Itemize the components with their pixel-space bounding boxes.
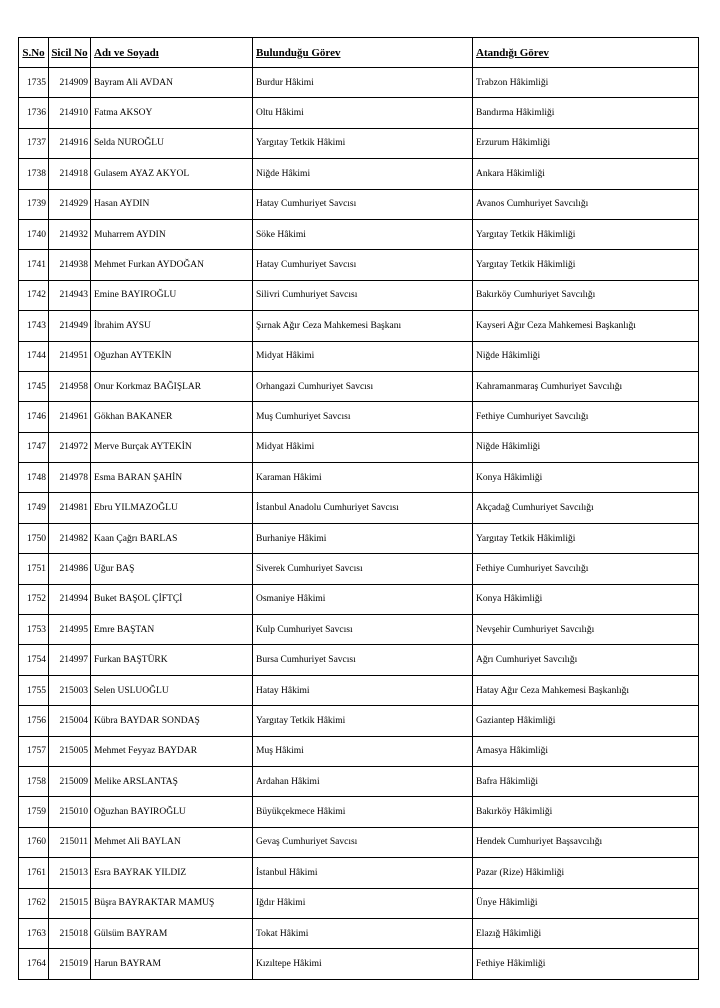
table-row (19, 827, 699, 857)
cell-name: Mehmet Feyyaz BAYDAR (91, 736, 253, 766)
cell-assigned-post: Bandırma Hâkimliği (473, 98, 699, 128)
cell-current-post: Hatay Cumhuriyet Savcısı (253, 189, 473, 219)
cell-sicil-no: 214951 (49, 341, 91, 371)
cell-sicil-no: 214978 (49, 463, 91, 493)
table-row (19, 219, 699, 249)
cell-assigned-post: Nevşehir Cumhuriyet Savcılığı (473, 615, 699, 645)
cell-sno: 1753 (19, 615, 49, 645)
cell-sicil-no: 214997 (49, 645, 91, 675)
cell-sicil-no: 214918 (49, 159, 91, 189)
cell-assigned-post: Niğde Hâkimliği (473, 341, 699, 371)
cell-current-post: Siverek Cumhuriyet Savcısı (253, 554, 473, 584)
table-row (19, 554, 699, 584)
cell-sno: 1759 (19, 797, 49, 827)
table-row (19, 523, 699, 553)
cell-current-post: Midyat Hâkimi (253, 341, 473, 371)
header-assigned-post: Atandığı Görev (473, 38, 699, 68)
cell-assigned-post: Ankara Hâkimliği (473, 159, 699, 189)
cell-name: Kübra BAYDAR SONDAŞ (91, 706, 253, 736)
cell-name: Furkan BAŞTÜRK (91, 645, 253, 675)
cell-sicil-no: 214929 (49, 189, 91, 219)
table-row (19, 797, 699, 827)
cell-name: Mehmet Furkan AYDOĞAN (91, 250, 253, 280)
cell-name: Merve Burçak AYTEKİN (91, 432, 253, 462)
cell-sno: 1735 (19, 68, 49, 98)
table-row (19, 128, 699, 158)
cell-name: Harun BAYRAM (91, 949, 253, 979)
cell-sno: 1738 (19, 159, 49, 189)
cell-assigned-post: Niğde Hâkimliği (473, 432, 699, 462)
cell-assigned-post: Ünye Hâkimliği (473, 888, 699, 918)
cell-sno: 1739 (19, 189, 49, 219)
cell-sicil-no: 214932 (49, 219, 91, 249)
cell-sicil-no: 215005 (49, 736, 91, 766)
cell-name: Buket BAŞOL ÇİFTÇİ (91, 584, 253, 614)
cell-assigned-post: Kayseri Ağır Ceza Mahkemesi Başkanlığı (473, 311, 699, 341)
cell-sno: 1743 (19, 311, 49, 341)
table-row (19, 584, 699, 614)
table-row (19, 189, 699, 219)
cell-name: Esra BAYRAK YILDIZ (91, 858, 253, 888)
cell-current-post: Burhaniye Hâkimi (253, 523, 473, 553)
cell-sicil-no: 214982 (49, 523, 91, 553)
cell-current-post: Karaman Hâkimi (253, 463, 473, 493)
cell-sicil-no: 214949 (49, 311, 91, 341)
cell-assigned-post: Hatay Ağır Ceza Mahkemesi Başkanlığı (473, 675, 699, 705)
cell-sno: 1761 (19, 858, 49, 888)
table-header-row (19, 38, 699, 68)
cell-sno: 1744 (19, 341, 49, 371)
cell-name: Selen USLUOĞLU (91, 675, 253, 705)
table-row (19, 645, 699, 675)
table-row (19, 311, 699, 341)
table-row (19, 858, 699, 888)
cell-name: Emre BAŞTAN (91, 615, 253, 645)
cell-current-post: Orhangazi Cumhuriyet Savcısı (253, 371, 473, 401)
cell-sicil-no: 215018 (49, 918, 91, 948)
cell-current-post: Şırnak Ağır Ceza Mahkemesi Başkanı (253, 311, 473, 341)
cell-current-post: Kulp Cumhuriyet Savcısı (253, 615, 473, 645)
cell-current-post: Muş Cumhuriyet Savcısı (253, 402, 473, 432)
cell-sicil-no: 215009 (49, 766, 91, 796)
table-row (19, 949, 699, 979)
cell-current-post: Oltu Hâkimi (253, 98, 473, 128)
cell-sicil-no: 214909 (49, 68, 91, 98)
cell-name: Uğur BAŞ (91, 554, 253, 584)
cell-sno: 1757 (19, 736, 49, 766)
table-row (19, 888, 699, 918)
cell-sno: 1740 (19, 219, 49, 249)
cell-sicil-no: 214994 (49, 584, 91, 614)
cell-sicil-no: 215004 (49, 706, 91, 736)
cell-current-post: Hatay Hâkimi (253, 675, 473, 705)
cell-sno: 1762 (19, 888, 49, 918)
cell-current-post: Silivri Cumhuriyet Savcısı (253, 280, 473, 310)
cell-sicil-no: 215019 (49, 949, 91, 979)
cell-sicil-no: 214972 (49, 432, 91, 462)
cell-sicil-no: 214910 (49, 98, 91, 128)
header-sicil-no: Sicil No (49, 38, 91, 68)
appointment-list-document (18, 37, 698, 980)
table-row (19, 918, 699, 948)
table-row (19, 250, 699, 280)
cell-assigned-post: Yargıtay Tetkik Hâkimliği (473, 219, 699, 249)
cell-assigned-post: Pazar (Rize) Hâkimliği (473, 858, 699, 888)
cell-sno: 1748 (19, 463, 49, 493)
table-body (19, 68, 699, 980)
cell-assigned-post: Trabzon Hâkimliği (473, 68, 699, 98)
table-row (19, 675, 699, 705)
cell-assigned-post: Konya Hâkimliği (473, 463, 699, 493)
cell-assigned-post: Bafra Hâkimliği (473, 766, 699, 796)
cell-sno: 1749 (19, 493, 49, 523)
table-row (19, 402, 699, 432)
cell-sicil-no: 214938 (49, 250, 91, 280)
cell-current-post: Muş Hâkimi (253, 736, 473, 766)
cell-sno: 1756 (19, 706, 49, 736)
cell-current-post: Hatay Cumhuriyet Savcısı (253, 250, 473, 280)
table-row (19, 280, 699, 310)
cell-current-post: Kızıltepe Hâkimi (253, 949, 473, 979)
table-row (19, 159, 699, 189)
cell-sno: 1736 (19, 98, 49, 128)
cell-name: Hasan AYDIN (91, 189, 253, 219)
cell-assigned-post: Ağrı Cumhuriyet Savcılığı (473, 645, 699, 675)
cell-name: Kaan Çağrı BARLAS (91, 523, 253, 553)
cell-current-post: Söke Hâkimi (253, 219, 473, 249)
cell-name: Ebru YILMAZOĞLU (91, 493, 253, 523)
cell-assigned-post: Amasya Hâkimliği (473, 736, 699, 766)
cell-current-post: Tokat Hâkimi (253, 918, 473, 948)
cell-current-post: Büyükçekmece Hâkimi (253, 797, 473, 827)
cell-current-post: İstanbul Hâkimi (253, 858, 473, 888)
cell-sno: 1752 (19, 584, 49, 614)
cell-assigned-post: Konya Hâkimliği (473, 584, 699, 614)
table-row (19, 766, 699, 796)
table-row (19, 706, 699, 736)
cell-sno: 1742 (19, 280, 49, 310)
cell-assigned-post: Fethiye Cumhuriyet Savcılığı (473, 554, 699, 584)
table-row (19, 341, 699, 371)
cell-sicil-no: 215011 (49, 827, 91, 857)
cell-current-post: Bursa Cumhuriyet Savcısı (253, 645, 473, 675)
cell-sicil-no: 215013 (49, 858, 91, 888)
cell-name: Selda NUROĞLU (91, 128, 253, 158)
cell-assigned-post: Kahramanmaraş Cumhuriyet Savcılığı (473, 371, 699, 401)
cell-current-post: Niğde Hâkimi (253, 159, 473, 189)
cell-assigned-post: Bakırköy Hâkimliği (473, 797, 699, 827)
cell-sno: 1750 (19, 523, 49, 553)
cell-name: Oğuzhan AYTEKİN (91, 341, 253, 371)
cell-sno: 1758 (19, 766, 49, 796)
cell-assigned-post: Elazığ Hâkimliği (473, 918, 699, 948)
header-name: Adı ve Soyadı (91, 38, 253, 68)
table-row (19, 371, 699, 401)
cell-name: Oğuzhan BAYIROĞLU (91, 797, 253, 827)
cell-sicil-no: 214943 (49, 280, 91, 310)
cell-sicil-no: 214916 (49, 128, 91, 158)
cell-name: Gökhan BAKANER (91, 402, 253, 432)
cell-name: Mehmet Ali BAYLAN (91, 827, 253, 857)
cell-sno: 1741 (19, 250, 49, 280)
table-row (19, 463, 699, 493)
cell-sno: 1755 (19, 675, 49, 705)
table-row (19, 68, 699, 98)
cell-assigned-post: Avanos Cumhuriyet Savcılığı (473, 189, 699, 219)
cell-sno: 1746 (19, 402, 49, 432)
cell-assigned-post: Bakırköy Cumhuriyet Savcılığı (473, 280, 699, 310)
cell-assigned-post: Yargıtay Tetkik Hâkimliği (473, 250, 699, 280)
cell-sicil-no: 214981 (49, 493, 91, 523)
cell-sicil-no: 214958 (49, 371, 91, 401)
cell-assigned-post: Akçadağ Cumhuriyet Savcılığı (473, 493, 699, 523)
table-row (19, 98, 699, 128)
cell-sicil-no: 215003 (49, 675, 91, 705)
cell-name: Muharrem AYDIN (91, 219, 253, 249)
cell-sicil-no: 215015 (49, 888, 91, 918)
cell-current-post: Midyat Hâkimi (253, 432, 473, 462)
cell-sno: 1737 (19, 128, 49, 158)
cell-assigned-post: Hendek Cumhuriyet Başsavcılığı (473, 827, 699, 857)
header-sno: S.No (19, 38, 49, 68)
cell-name: Gulasem AYAZ AKYOL (91, 159, 253, 189)
cell-sno: 1763 (19, 918, 49, 948)
cell-assigned-post: Erzurum Hâkimliği (473, 128, 699, 158)
cell-assigned-post: Gaziantep Hâkimliği (473, 706, 699, 736)
cell-sicil-no: 215010 (49, 797, 91, 827)
cell-name: Esma BARAN ŞAHİN (91, 463, 253, 493)
cell-current-post: Burdur Hâkimi (253, 68, 473, 98)
cell-sno: 1764 (19, 949, 49, 979)
cell-current-post: Osmaniye Hâkimi (253, 584, 473, 614)
cell-current-post: Ardahan Hâkimi (253, 766, 473, 796)
cell-current-post: Gevaş Cumhuriyet Savcısı (253, 827, 473, 857)
cell-sno: 1760 (19, 827, 49, 857)
cell-name: Onur Korkmaz BAĞIŞLAR (91, 371, 253, 401)
cell-name: Gülsüm BAYRAM (91, 918, 253, 948)
cell-sno: 1754 (19, 645, 49, 675)
cell-current-post: Yargıtay Tetkik Hâkimi (253, 128, 473, 158)
cell-sno: 1745 (19, 371, 49, 401)
cell-assigned-post: Yargıtay Tetkik Hâkimliği (473, 523, 699, 553)
cell-name: Bayram Ali AVDAN (91, 68, 253, 98)
cell-assigned-post: Fethiye Hâkimliği (473, 949, 699, 979)
cell-sicil-no: 214995 (49, 615, 91, 645)
table-row (19, 432, 699, 462)
table-row (19, 615, 699, 645)
cell-current-post: Yargıtay Tetkik Hâkimi (253, 706, 473, 736)
appointment-table (18, 37, 699, 980)
cell-current-post: Iğdır Hâkimi (253, 888, 473, 918)
cell-name: Fatma AKSOY (91, 98, 253, 128)
cell-sicil-no: 214961 (49, 402, 91, 432)
cell-name: Melike ARSLANTAŞ (91, 766, 253, 796)
cell-sicil-no: 214986 (49, 554, 91, 584)
cell-sno: 1747 (19, 432, 49, 462)
cell-name: Büşra BAYRAKTAR MAMUŞ (91, 888, 253, 918)
table-row (19, 736, 699, 766)
cell-assigned-post: Fethiye Cumhuriyet Savcılığı (473, 402, 699, 432)
cell-sno: 1751 (19, 554, 49, 584)
cell-current-post: İstanbul Anadolu Cumhuriyet Savcısı (253, 493, 473, 523)
table-row (19, 493, 699, 523)
cell-name: Emine BAYIROĞLU (91, 280, 253, 310)
cell-name: İbrahim AYSU (91, 311, 253, 341)
header-current-post: Bulunduğu Görev (253, 38, 473, 68)
